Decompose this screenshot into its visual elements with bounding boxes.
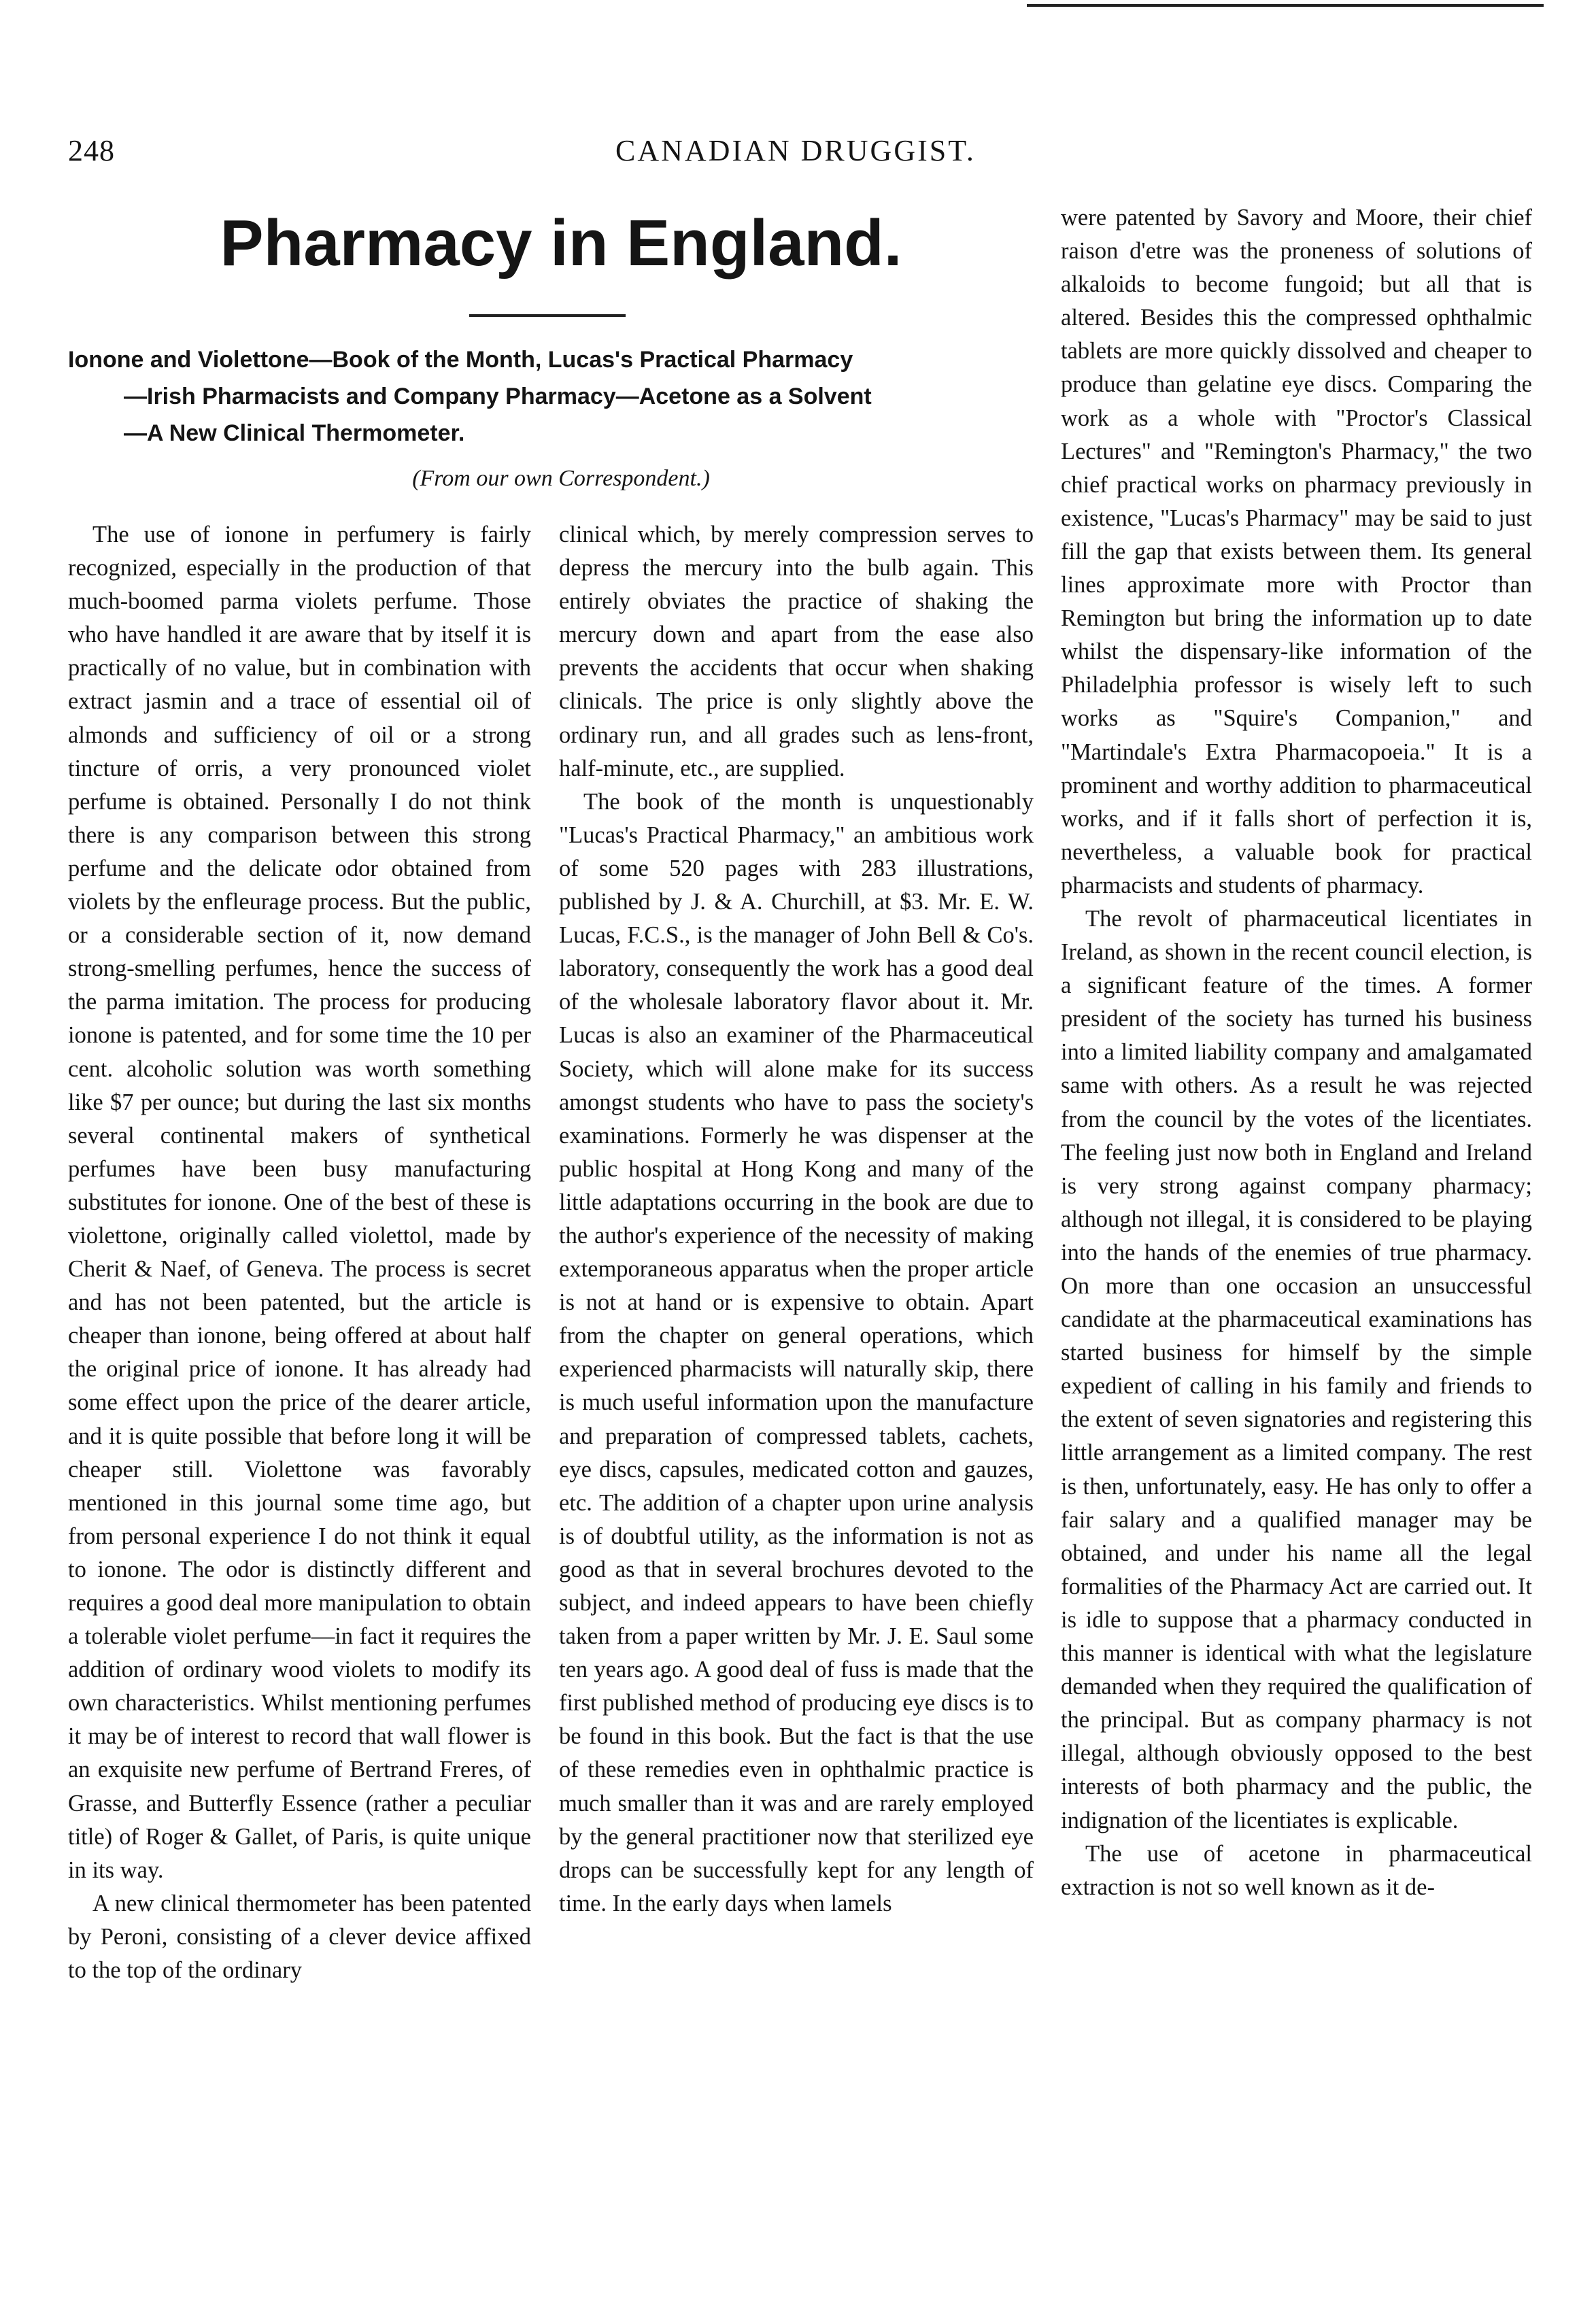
text-column-2 bbox=[559, 518, 1034, 1920]
paragraph-book-continued: were patented by Savory and Moore, their chief raison d'etre was the proneness of solutions of alkaloids to become fungoid; but all that is altered. Besides this the compressed ophthalmic tablets are more quickly dissolved and cheaper to produce than gelatine eye discs. Comparing the work as a whole with "Proctor's Classical Lectures" and "Remington's Pharmacy," the two chief practical works on pharmacy previously in existence, "Lucas's Pharmacy" may be said to just fill the gap that exists between them. Its general lines approximate more with Proctor than Remington but bring the information up to date whilst the dispensary-like information of the Philadelphia professor is wisely left to such works as "Squire's Companion," and "Martindale's Extra Pharmacopoeia." It is a prominent and worthy addition to pharmaceutical works, and if it falls short of perfection it is, nevertheless, a valuable book for practical pharmacists and students of pharmacy. bbox=[1061, 205, 1532, 898]
paragraph-thermometer-start: A new clinical thermometer has been patented by Peroni, consisting of a clever device affixed to the top of the ordinary bbox=[68, 1890, 531, 1984]
page-number: 248 bbox=[68, 134, 115, 167]
paragraph-ionone: The use of ionone in perfumery is fairly recognized, especially in the production of that much-boomed parma violets perfume. Those who have handled it are aware that by itself it is practically of no value, but in combination with extract jasmin and a trace of essential oil of almonds and sufficiency of oil or a strong tincture of orris, a very pronounced violet perfume is obtained. Personally I do not think there is any comparison between this strong perfume and the delicate odor obtained from violets by the enfleurage process. But the public, or a considerable section of it, now demand strong-smelling perfumes, hence the success of the parma imitation. The process for producing ionone is patented, and for some time the 10 per cent. alcoholic solution was worth something like $7 per ounce; but during the last six months several continental makers of synthetical perfumes have been busy manufacturing substitutes for ionone. One of the best of these is violettone, originally called violettol, made by Cherit & Naef, of Geneva. The process is secret and has not been patented, but the article is cheaper than ionone, being offered at about half the original price of ionone. It has already had some effect upon the price of the dearer article, and it is quite possible that before long it will be cheaper still. Violettone was favorably mentioned in this journal some time ago, but from personal experience I do not think it equal to ionone. The odor is distinctly different and requires a good deal more manipulation to obtain a tolerable violet perfume—in fact it requires the addition of ordinary wood violets to modify its own characteristics. Whilst mentioning perfumes it may be of interest to record that wall flower is an exquisite new perfume of Bertrand Freres, of Grasse, and Butterfly Essence (rather a peculiar title) of Roger & Gallet, of Paris, is quite unique in its way. bbox=[68, 522, 531, 1883]
paragraph-thermometer-continued: clinical which, by merely compression serves to depress the mercury into the bulb again. This entirely obviates the practice of shaking the mercury down and apart from the ease also prevents the accidents that occur when shaking clinicals. The price is only slightly above the ordinary run, and all grades such as lens-front, half-minute, etc., are supplied. bbox=[559, 522, 1034, 781]
article-subheading bbox=[68, 341, 1054, 452]
paragraph-book-of-month: The book of the month is unquestionably "Lucas's Practical Pharmacy," an ambitious work of some 520 pages with 283 illustrations, published by J. & A. Churchill, at $3. Mr. E. W. Lucas, F.C.S., is the manager of John Bell & Co's. laboratory, consequently the work has a good deal of the wholesale laboratory flavor about it. Mr. Lucas is also an examiner of the Pharmaceutical Society, which will alone make for its success amongst students who have to pass the society's examinations. Formerly he was dispenser at the public hospital at Hong Kong and many of the little adaptations occurring in the book are due to the author's experience of the necessity of making extemporaneous apparatus when the proper article is not at hand or is expensive to obtain. Apart from the chapter on general operations, which experienced pharmacists will naturally skip, there is much useful information upon the manufacture and preparation of compressed tablets, cachets, eye discs, capsules, medicated cotton and gauzes, etc. The addition of a chapter upon urine analysis is of doubtful utility, as the information is not as good as that in several brochures devoted to the subject, and indeed appears to have been chiefly taken from a paper written by Mr. J. E. Saul some ten years ago. A good deal of fuss is made that the first published method of producing eye discs is to be found in this book. But the fact is that the use of these remedies even in ophthalmic practice is much smaller than it was and are rarely employed by the general practitioner now that sterilized eye drops can be successfully kept for any length of time. In the early days when lamels bbox=[559, 788, 1034, 1916]
top-border-rule bbox=[1027, 4, 1544, 7]
paragraph-acetone: The use of acetone in pharmaceutical extraction is not so well known as it de- bbox=[1061, 1840, 1532, 1900]
subheading-line: —Irish Pharmacists and Company Pharmacy—Acetone as a Solvent bbox=[124, 384, 872, 409]
title-divider bbox=[469, 314, 626, 317]
article-title: Pharmacy in England. bbox=[220, 207, 902, 280]
text-column-3 bbox=[1061, 201, 1532, 1904]
text-column-1 bbox=[68, 518, 531, 1987]
subheading-line: —A New Clinical Thermometer. bbox=[124, 420, 465, 446]
paragraph-irish-pharmacists: The revolt of pharmaceutical licentiates in Ireland, as shown in the recent council election, is a significant feature of the times. A former president of the society has turned his business into a limited liability company and amalgamated same with others. As a result he was rejected from the council by the votes of the licentiates. The feeling just now both in England and Ireland is very strong against company pharmacy; although not illegal, it is considered to be playing into the hands of the enemies of true pharmacy. On more than one occasion an unsuccessful candidate at the pharmaceutical examinations has started business for himself by the simple expedient of calling in his family and friends to the extent of seven signatories and registering this little arrangement as a limited company. The rest is then, unfortunately, easy. He has only to offer a fair salary and a qualified manager may be obtained, and under his name all the legal formalities of the Pharmacy Act are carried out. It is idle to suppose that a pharmacy conducted in this manner is identical with what the legislature demanded when they required the qualification of the principal. But as company pharmacy is not illegal, although obviously opposed to the best interests of both pharmacy and the public, the indignation of the licentiates is explicable. bbox=[1061, 905, 1532, 1833]
article-byline: (From our own Correspondent.) bbox=[412, 466, 710, 491]
subheading-line: Ionone and Violettone—Book of the Month, Lucas's Practical Pharmacy bbox=[68, 347, 853, 373]
journal-title: CANADIAN DRUGGIST. bbox=[615, 134, 976, 167]
